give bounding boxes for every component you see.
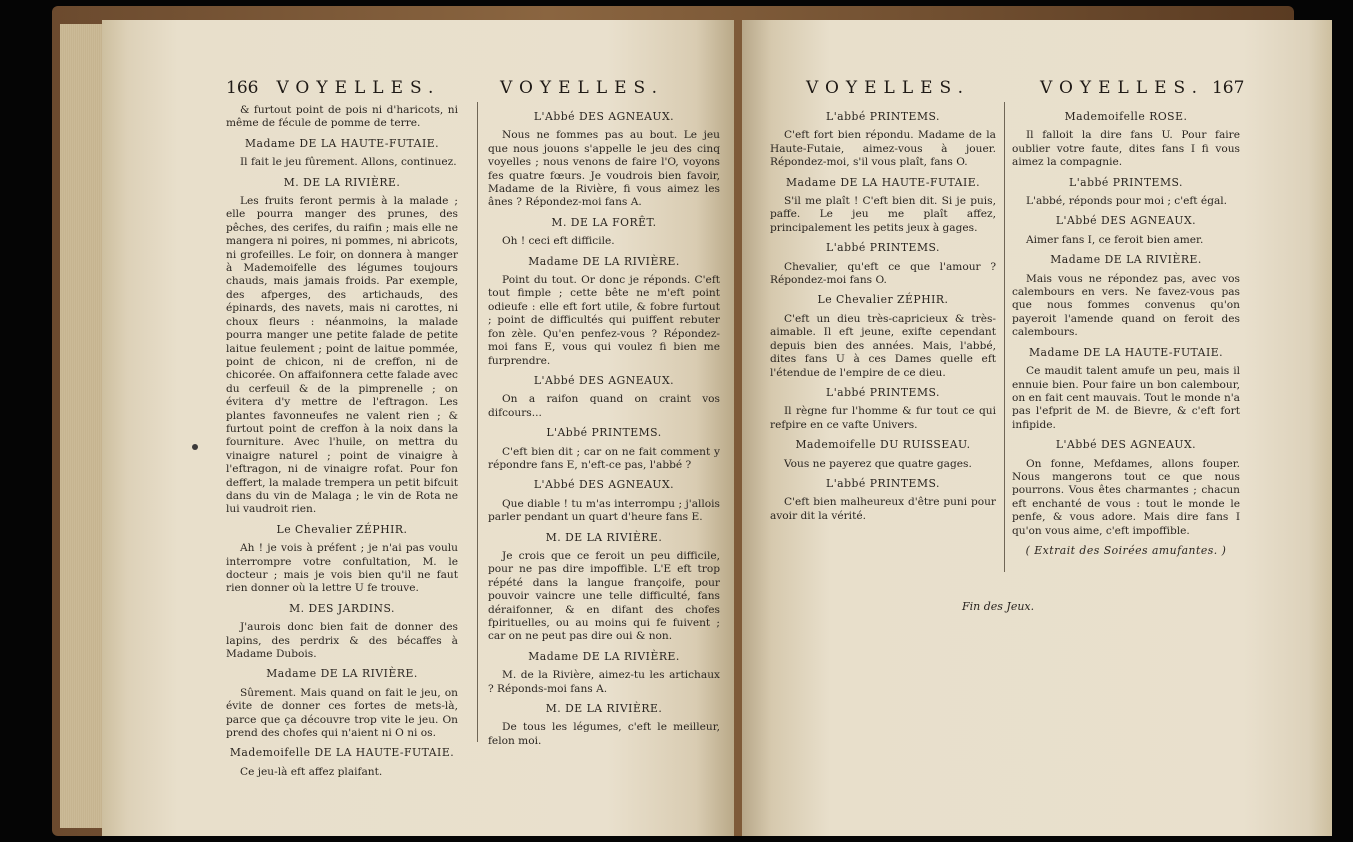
speaker-name: Le Chevalier ZÉPHIR. [817,293,949,307]
dialogue-paragraph: On fonne, Mefdames, allons fouper. Nous mangerons tout ce que nous pourrons. Vous êtes charmantes ; chacun eft enchanté de vous : tout le monde le penfe, & vous adore. Mais dire fans I qu'on vous aime, c'eft impoffible. [1012,457,1240,537]
left-page-column-2 [488,104,720,751]
column-rule-left [477,102,478,742]
dialogue-paragraph: M. de la Rivière, aimez-tu les artichaux ? Réponds-moi fans A. [488,669,720,695]
dialogue-paragraph: C'eft bien dit ; car on ne fait comment y répondre fans E, n'eft-ce pas, l'abbé ? [488,445,720,471]
dialogue-paragraph: Oh ! ceci eft difficile. [502,235,615,248]
speaker-name: Madame DE LA RIVIÈRE. [1050,253,1202,267]
speaker-name: L'abbé PRINTEMS. [826,476,940,490]
speaker-name: L'Abbé PRINTEMS. [546,426,662,440]
dialogue-paragraph: Je crois que ce feroit un peu difficile, pour ne pas dire impoffible. L'E eft trop répété dans la langue françoife, pour pouvoir vaincre une telle difficulté, fans déraifonner, & en difant des chofes fpirituelles, ou au moins qui fe fuivent ; car on ne peut pas dire oui & non. [488,549,720,643]
right-running-head: VOYELLES. [806,78,970,98]
dialogue-paragraph: L'abbé, réponds pour moi ; c'eft égal. [1026,195,1228,208]
dialogue-paragraph: Il fait le jeu fûrement. Allons, continuez. [240,156,457,169]
speaker-name: Madame DE LA HAUTE-FUTAIE. [1028,345,1224,359]
speaker-name: L'abbé PRINTEMS. [826,110,940,123]
dialogue-paragraph: Nous ne fommes pas au bout. Le jeu que nous jouons s'appelle le jeu des cinq voyelles ; nous venons de faire l'O, voyons fes quatre fœurs. Je voudrois bien favoir, Madame de la Rivière, fi vous aimez les ânes ? Répondez-moi fans A. [488,129,720,209]
speaker-name: M. DES JARDINS. [289,601,395,615]
dialogue-paragraph: Mais vous ne répondez pas, avec vos calembours en vers. Ne favez-vous pas que nous fommes convenus qu'on payeroit l'amende quand on feroit des calembours. [1012,272,1240,339]
speaker-name: M. DE LA RIVIÈRE. [545,530,663,544]
dialogue-paragraph: Ah ! je vois à préfent ; je n'ai pas voulu interrompre votre confultation, M. le docteur ; mais je vois bien qu'il ne faut rien donner où la lettre U fe trouve. [226,542,458,595]
dialogue-paragraph: Il falloit la dire fans U. Pour faire oublier votre faute, dites fans I fi vous aimez la compagnie. [1012,129,1240,169]
right-running-head-2: VOYELLES. 167 [1040,78,1245,98]
right-page-column-1 [770,104,996,526]
dialogue-paragraph: Aimer fans I, ce feroit bien amer. [1026,233,1204,246]
dialogue-paragraph: & furtout point de pois ni d'haricots, ni même de fécule de pomme de terre. [226,104,458,130]
dialogue-paragraph: On a raifon quand on craint vos difcours... [488,393,720,419]
dialogue-paragraph: C'eft fort bien répondu. Madame de la Haute-Futaie, aimez-vous à jouer. Répondez-moi, s'il vous plaît, fans O. [770,129,996,169]
left-page-column-1 [226,104,458,782]
left-running-head: 166 VOYELLES. [226,78,441,98]
speaker-name: L'Abbé DES AGNEAUX. [533,110,675,123]
speaker-name: M. DE LA RIVIÈRE. [283,175,401,189]
speaker-name: Mademoifelle ROSE. [1064,110,1188,123]
dialogue-paragraph: C'eft un dieu très-capricieux & très-aimable. Il eft jeune, exifte cependant depuis bien des années. Mais, l'abbé, dites fans U à ces Dames quelle eft l'étendue de l'empire de ce dieu. [770,312,996,379]
dialogue-paragraph: J'aurois donc bien fait de donner des lapins, des perdrix & des bécaffes à Madame Dubois. [226,621,458,661]
right-page [742,20,1332,836]
dialogue-paragraph: Sûrement. Mais quand on fait le jeu, on évite de donner ces fortes de mets-là, parce que ça découvre trop vite le jeu. On prend des chofes qui n'aient ni O ni os. [226,686,458,740]
speaker-name: L'abbé PRINTEMS. [826,241,940,255]
page-edges [60,24,104,828]
speaker-name: L'abbé PRINTEMS. [1069,175,1183,189]
speaker-name: M. DE LA RIVIÈRE. [545,702,663,716]
speaker-name: L'Abbé DES AGNEAUX. [1055,438,1197,452]
speaker-name: Madame DE LA HAUTE-FUTAIE. [785,175,981,189]
speaker-name: L'Abbé DES AGNEAUX. [1055,214,1197,228]
dialogue-paragraph: S'il me plaît ! C'eft bien dit. Si je puis, paffe. Le jeu me plaît affez, principalement les petits jeux à gages. [770,195,996,234]
left-page [102,20,734,836]
dialogue-paragraph: Ce jeu-là eft affez plaifant. [240,765,383,778]
dialogue-paragraph: C'eft bien malheureux d'être puni pour avoir dit la vérité. [770,496,996,522]
speaker-name: L'Abbé DES AGNEAUX. [533,478,675,492]
dialogue-paragraph: Les fruits feront permis à la malade ; elle pourra manger des prunes, des pêches, des cerifes, du raifin ; mais elle ne mangera ni poires, ni pommes, ni abricots, ni grofeilles. Le foir, on donnera à manger à Mademoifelle des légumes toujours chauds, mais jamais froids. Par exemple, des afperges, des artichauds, des épinards, des navets, mais ni carottes, ni choux fleurs : néanmoins, la malade pourra manger une petite falade de petite laitue feulement ; point de laitue pommée, point de chicon, ni de creffon, ni de chicorée. On affaifonnera cette falade avec du cerfeuil & de la pimprenelle ; on évitera d'y mettre de l'eftragon. Les plantes favonneufes ne valent rien ; & furtout point de creffon à la noix dans la fourniture. Avec l'huile, on mettra du vinaigre naturel ; point de vinaigre à l'eftragon, ni de vinaigre rofat. Pour fon deffert, la malade trempera un petit bifcuit dans du vin de Malaga ; le vin de Rota ne lui vaudroit rien. [226,195,458,516]
dialogue-paragraph: Ce maudit talent amufe un peu, mais il ennuie bien. Pour faire un bon calembour, on en fait cent mauvais. Tout le monde n'a pas l'efprit de M. de Bievre, & c'eft fort infipide. [1012,365,1240,431]
speaker-name: Mademoifelle DU RUISSEAU. [795,438,971,452]
dialogue-paragraph: Que diable ! tu m'as interrompu ; j'allois parler pendant un quart d'heure fans E. [488,497,720,524]
right-page-column-2 [1012,104,1240,563]
speaker-name: M. DE LA FORÊT. [551,215,657,229]
source-citation: ( Extrait des Soirées amufantes. ) [1025,543,1227,557]
speaker-name: Le Chevalier ZÉPHIR. [276,522,408,536]
margin-mark [192,444,198,450]
page-number-right: 167 [1211,78,1245,98]
speaker-name: L'Abbé DES AGNEAUX. [533,373,675,387]
page-number-left: 166 [226,78,259,98]
speaker-name: Mademoifelle DE LA HAUTE-FUTAIE. [229,746,455,760]
dialogue-paragraph: De tous les légumes, c'eft le meilleur, felon moi. [488,721,720,747]
dialogue-paragraph: Chevalier, qu'eft ce que l'amour ? Répondez-moi fans O. [770,260,996,287]
left-running-head-2: VOYELLES. [500,78,664,98]
speaker-name: Madame DE LA RIVIÈRE. [266,667,418,681]
dialogue-paragraph: Il règne fur l'homme & fur tout ce qui refpire en ce vafte Univers. [770,405,996,431]
speaker-name: L'abbé PRINTEMS. [826,385,940,399]
speaker-name: Madame DE LA HAUTE-FUTAIE. [244,136,440,150]
column-rule-right [1004,102,1005,572]
end-note: Fin des Jeux. [962,600,1035,613]
speaker-name: Madame DE LA RIVIÈRE. [528,254,680,268]
dialogue-paragraph: Point du tout. Or donc je réponds. C'eft tout fimple ; cette bête ne m'eft point odieufe : elle eft fort utile, & fobre furtout ; point de difficultés qui puiffent rebuter fon zèle. Qu'en penfez-vous ? Répondez-moi fans E, vous qui voulez fi bien me furprendre. [488,274,720,367]
dialogue-paragraph: Vous ne payerez que quatre gages. [784,457,972,470]
book [52,6,1294,836]
speaker-name: Madame DE LA RIVIÈRE. [528,649,680,663]
